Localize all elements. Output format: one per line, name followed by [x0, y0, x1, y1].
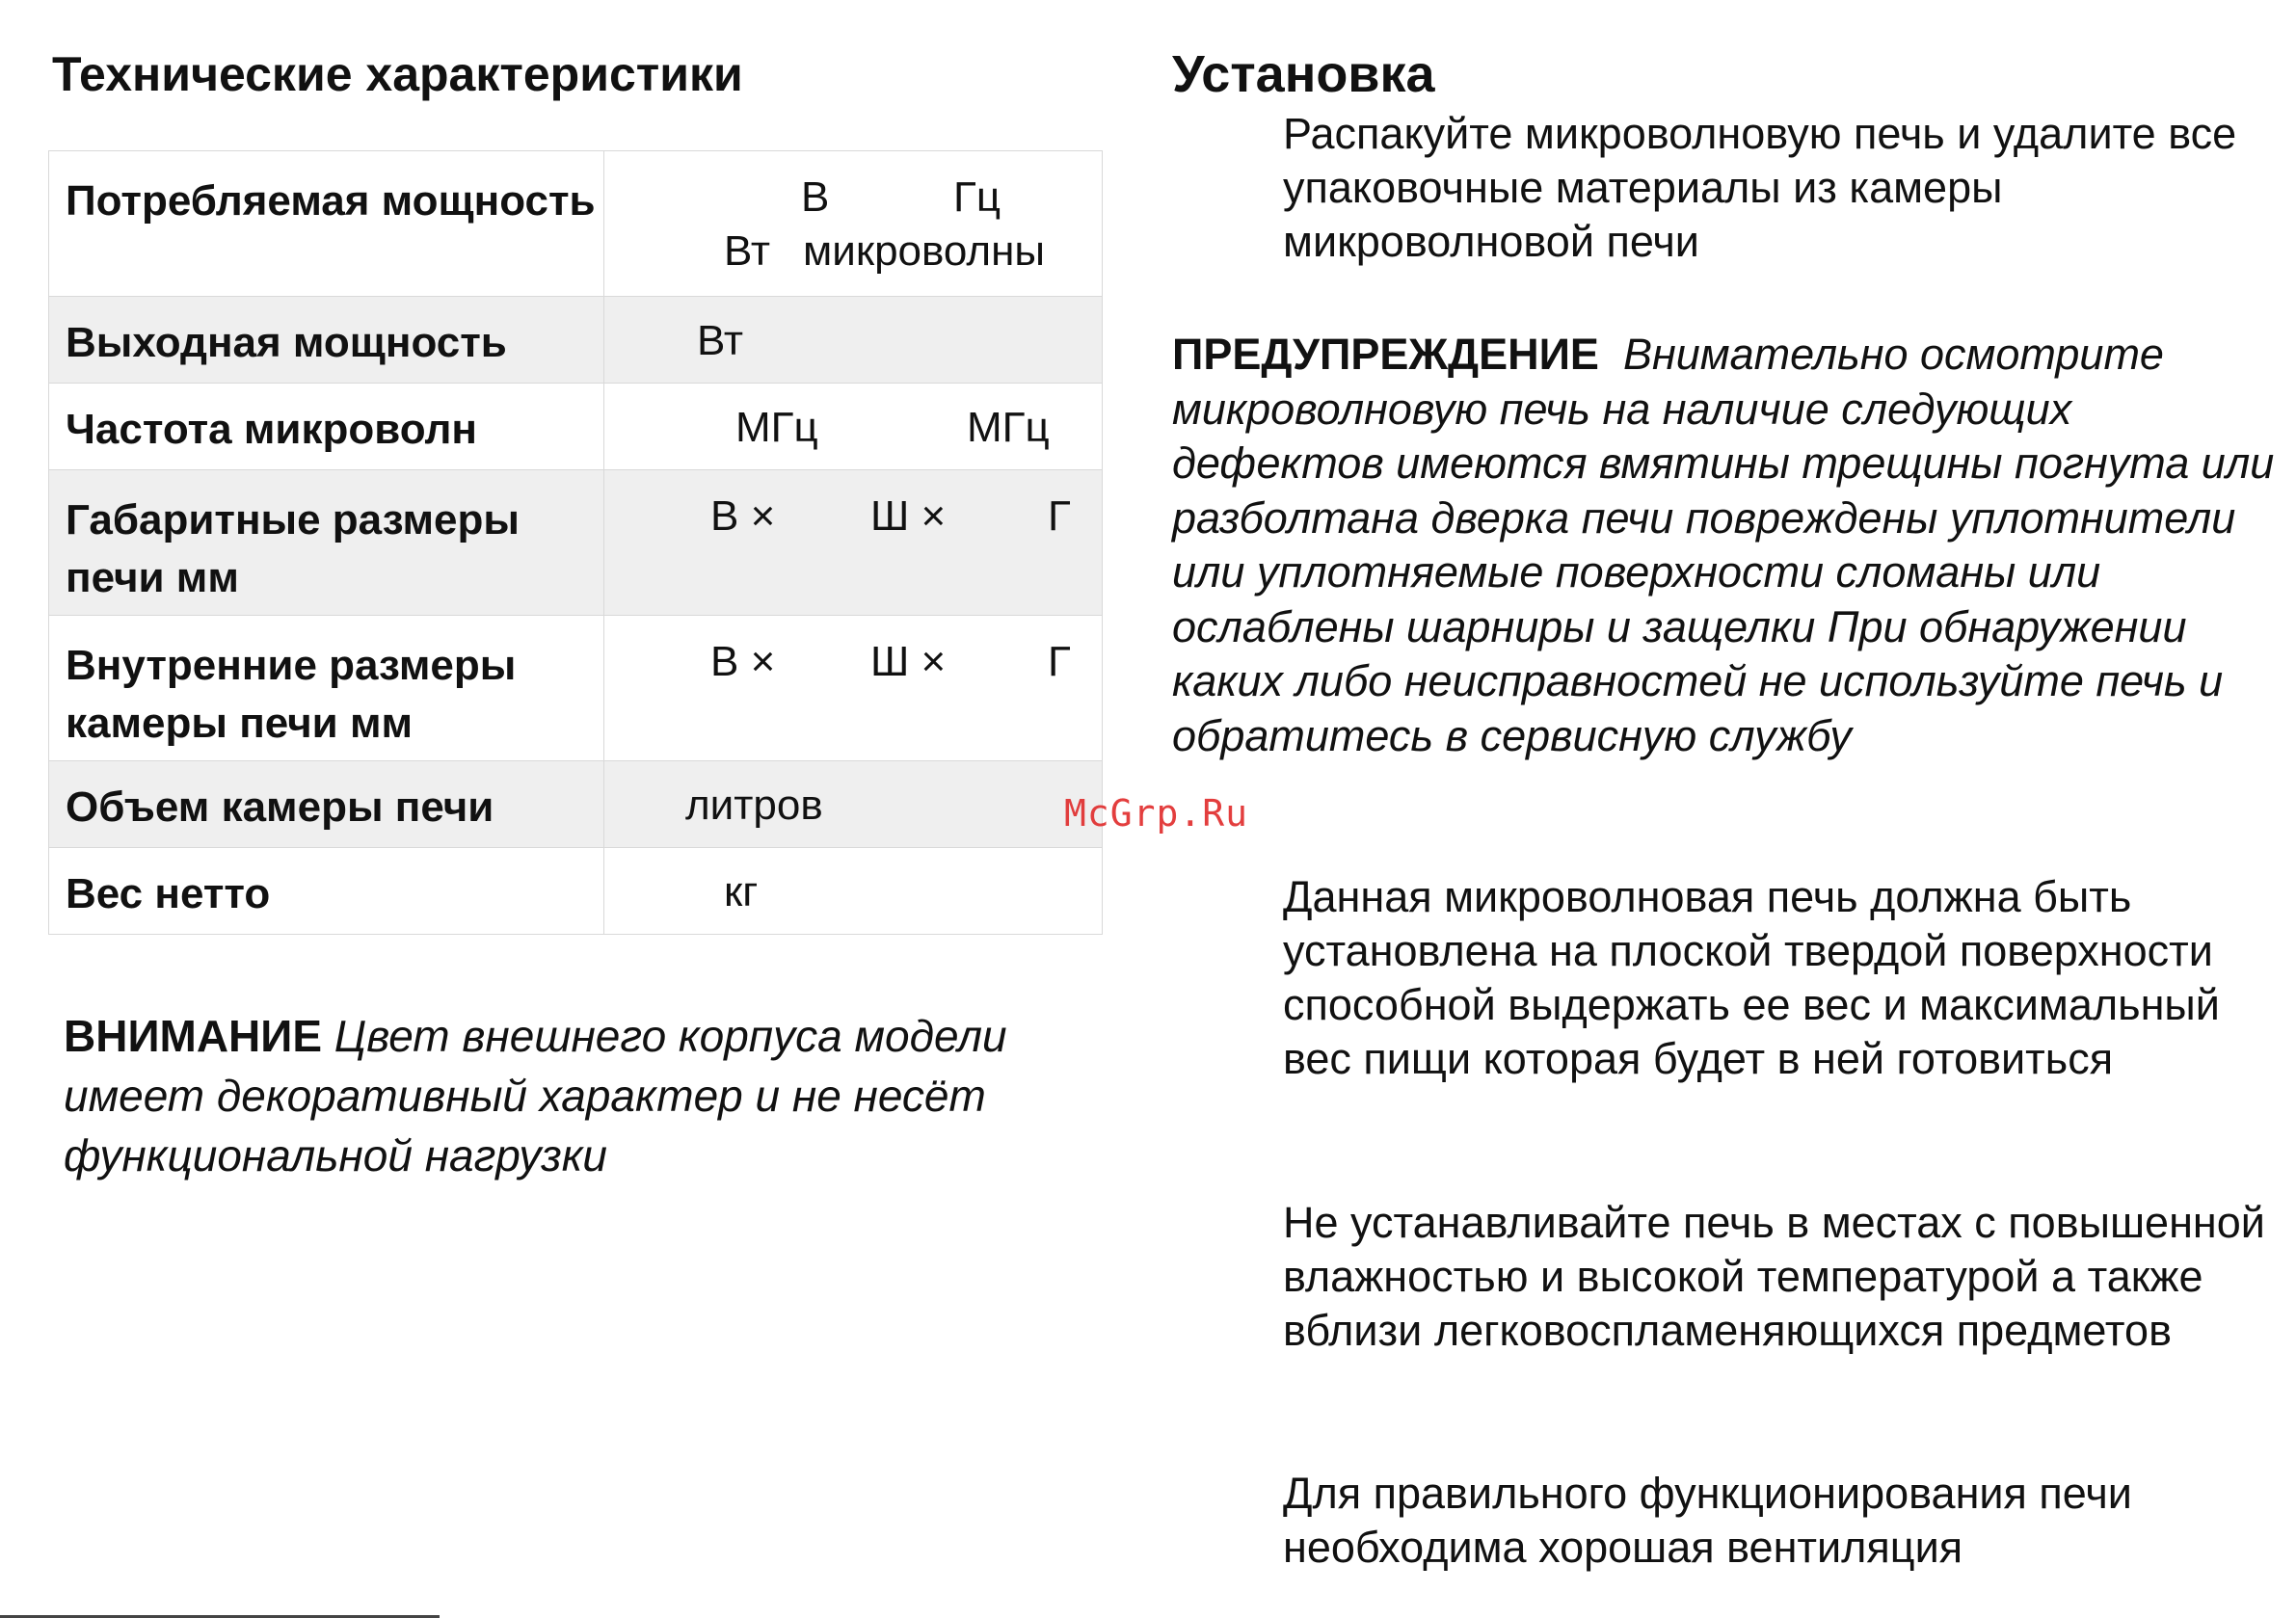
dim-width: Ш ×: [870, 492, 947, 540]
ventilation-paragraph: Для правильного функционирования печи необходима хорошая вентиляция: [1283, 1469, 2132, 1572]
location-paragraph: Не устанавливайте печь в местах с повышенной влажностью и высокой температурой а также вблизи легковоспламеняющихся предметов: [1283, 1198, 2265, 1355]
spec-value-overall-dimensions: [604, 470, 1103, 616]
spec-label-cavity-volume: Объем камеры печи: [49, 761, 604, 848]
attention-text: Цвет внешнего корпуса модели имеет декоративный характер и не несёт функциональной нагрузки: [64, 1011, 1007, 1180]
unit-hertz: Гц: [953, 173, 1001, 221]
unit-liters: литров: [685, 782, 823, 829]
table-row: [49, 616, 1103, 761]
table-row: [49, 151, 1103, 297]
attention-lead: ВНИМАНИЕ: [64, 1011, 323, 1061]
unit-megahertz: МГц: [735, 404, 818, 451]
table-row: [49, 848, 1103, 935]
spec-label-net-weight: Вес нетто: [49, 848, 604, 935]
spec-label-power-consumption: Потребляемая мощность: [49, 151, 604, 297]
unit-watts: Вт: [724, 227, 771, 275]
spec-value-net-weight: [604, 848, 1103, 935]
unpack-paragraph: Распакуйте микроволновую печь и удалите все упаковочные материалы из камеры микроволновой печи: [1283, 109, 2237, 266]
warning-text: Внимательно осмотрите микроволновую печь на наличие следующих дефектов имеются вмятины трещины погнута или разболтана дверка печи повреждены уплотнители или уплотняемые поверхности сломаны или ослаблены шарниры и защелки При обнаружении каких либо неисправностей не используйте печь и обратитесь в сервисную службу: [1172, 330, 2275, 760]
installation-title: Установка: [1172, 45, 1435, 103]
table-row: [49, 297, 1103, 384]
spec-value-power-consumption: [604, 151, 1103, 297]
dim-width: Ш ×: [870, 638, 947, 685]
spec-label-internal-dimensions: Внутренние размеры камеры печи мм: [49, 616, 604, 761]
specs-table: [48, 150, 1103, 935]
unit-microwave-label: микроволны: [803, 227, 1046, 275]
dim-height: В ×: [710, 638, 776, 685]
spec-value-microwave-frequency: [604, 384, 1103, 470]
unit-watts: Вт: [697, 317, 744, 364]
warning-block: [1172, 328, 2281, 763]
spec-value-cavity-volume: [604, 761, 1103, 848]
spec-label-microwave-frequency: Частота микроволн: [49, 384, 604, 470]
dim-depth: Г: [1048, 492, 1071, 540]
spec-label-output-power: Выходная мощность: [49, 297, 604, 384]
spec-value-internal-dimensions: [604, 616, 1103, 761]
spec-value-output-power: [604, 297, 1103, 384]
watermark: McGrp.Ru: [1064, 792, 1249, 835]
dim-depth: Г: [1048, 638, 1071, 685]
table-row: [49, 384, 1103, 470]
unit-kilograms: кг: [724, 868, 759, 915]
specs-title: Технические характеристики: [52, 47, 743, 101]
table-row: [49, 470, 1103, 616]
attention-note: [64, 1006, 1105, 1185]
unit-megahertz: МГц: [967, 404, 1050, 451]
warning-lead: ПРЕДУПРЕЖДЕНИЕ: [1172, 330, 1599, 379]
table-row: [49, 761, 1103, 848]
unit-volts: В: [801, 173, 830, 221]
spec-label-overall-dimensions: Габаритные размеры печи мм: [49, 470, 604, 616]
dim-height: В ×: [710, 492, 776, 540]
surface-paragraph: Данная микроволновая печь должна быть установлена на плоской твердой поверхности способной выдержать ее вес и максимальный вес пищи которая будет в ней готовиться: [1283, 872, 2220, 1083]
